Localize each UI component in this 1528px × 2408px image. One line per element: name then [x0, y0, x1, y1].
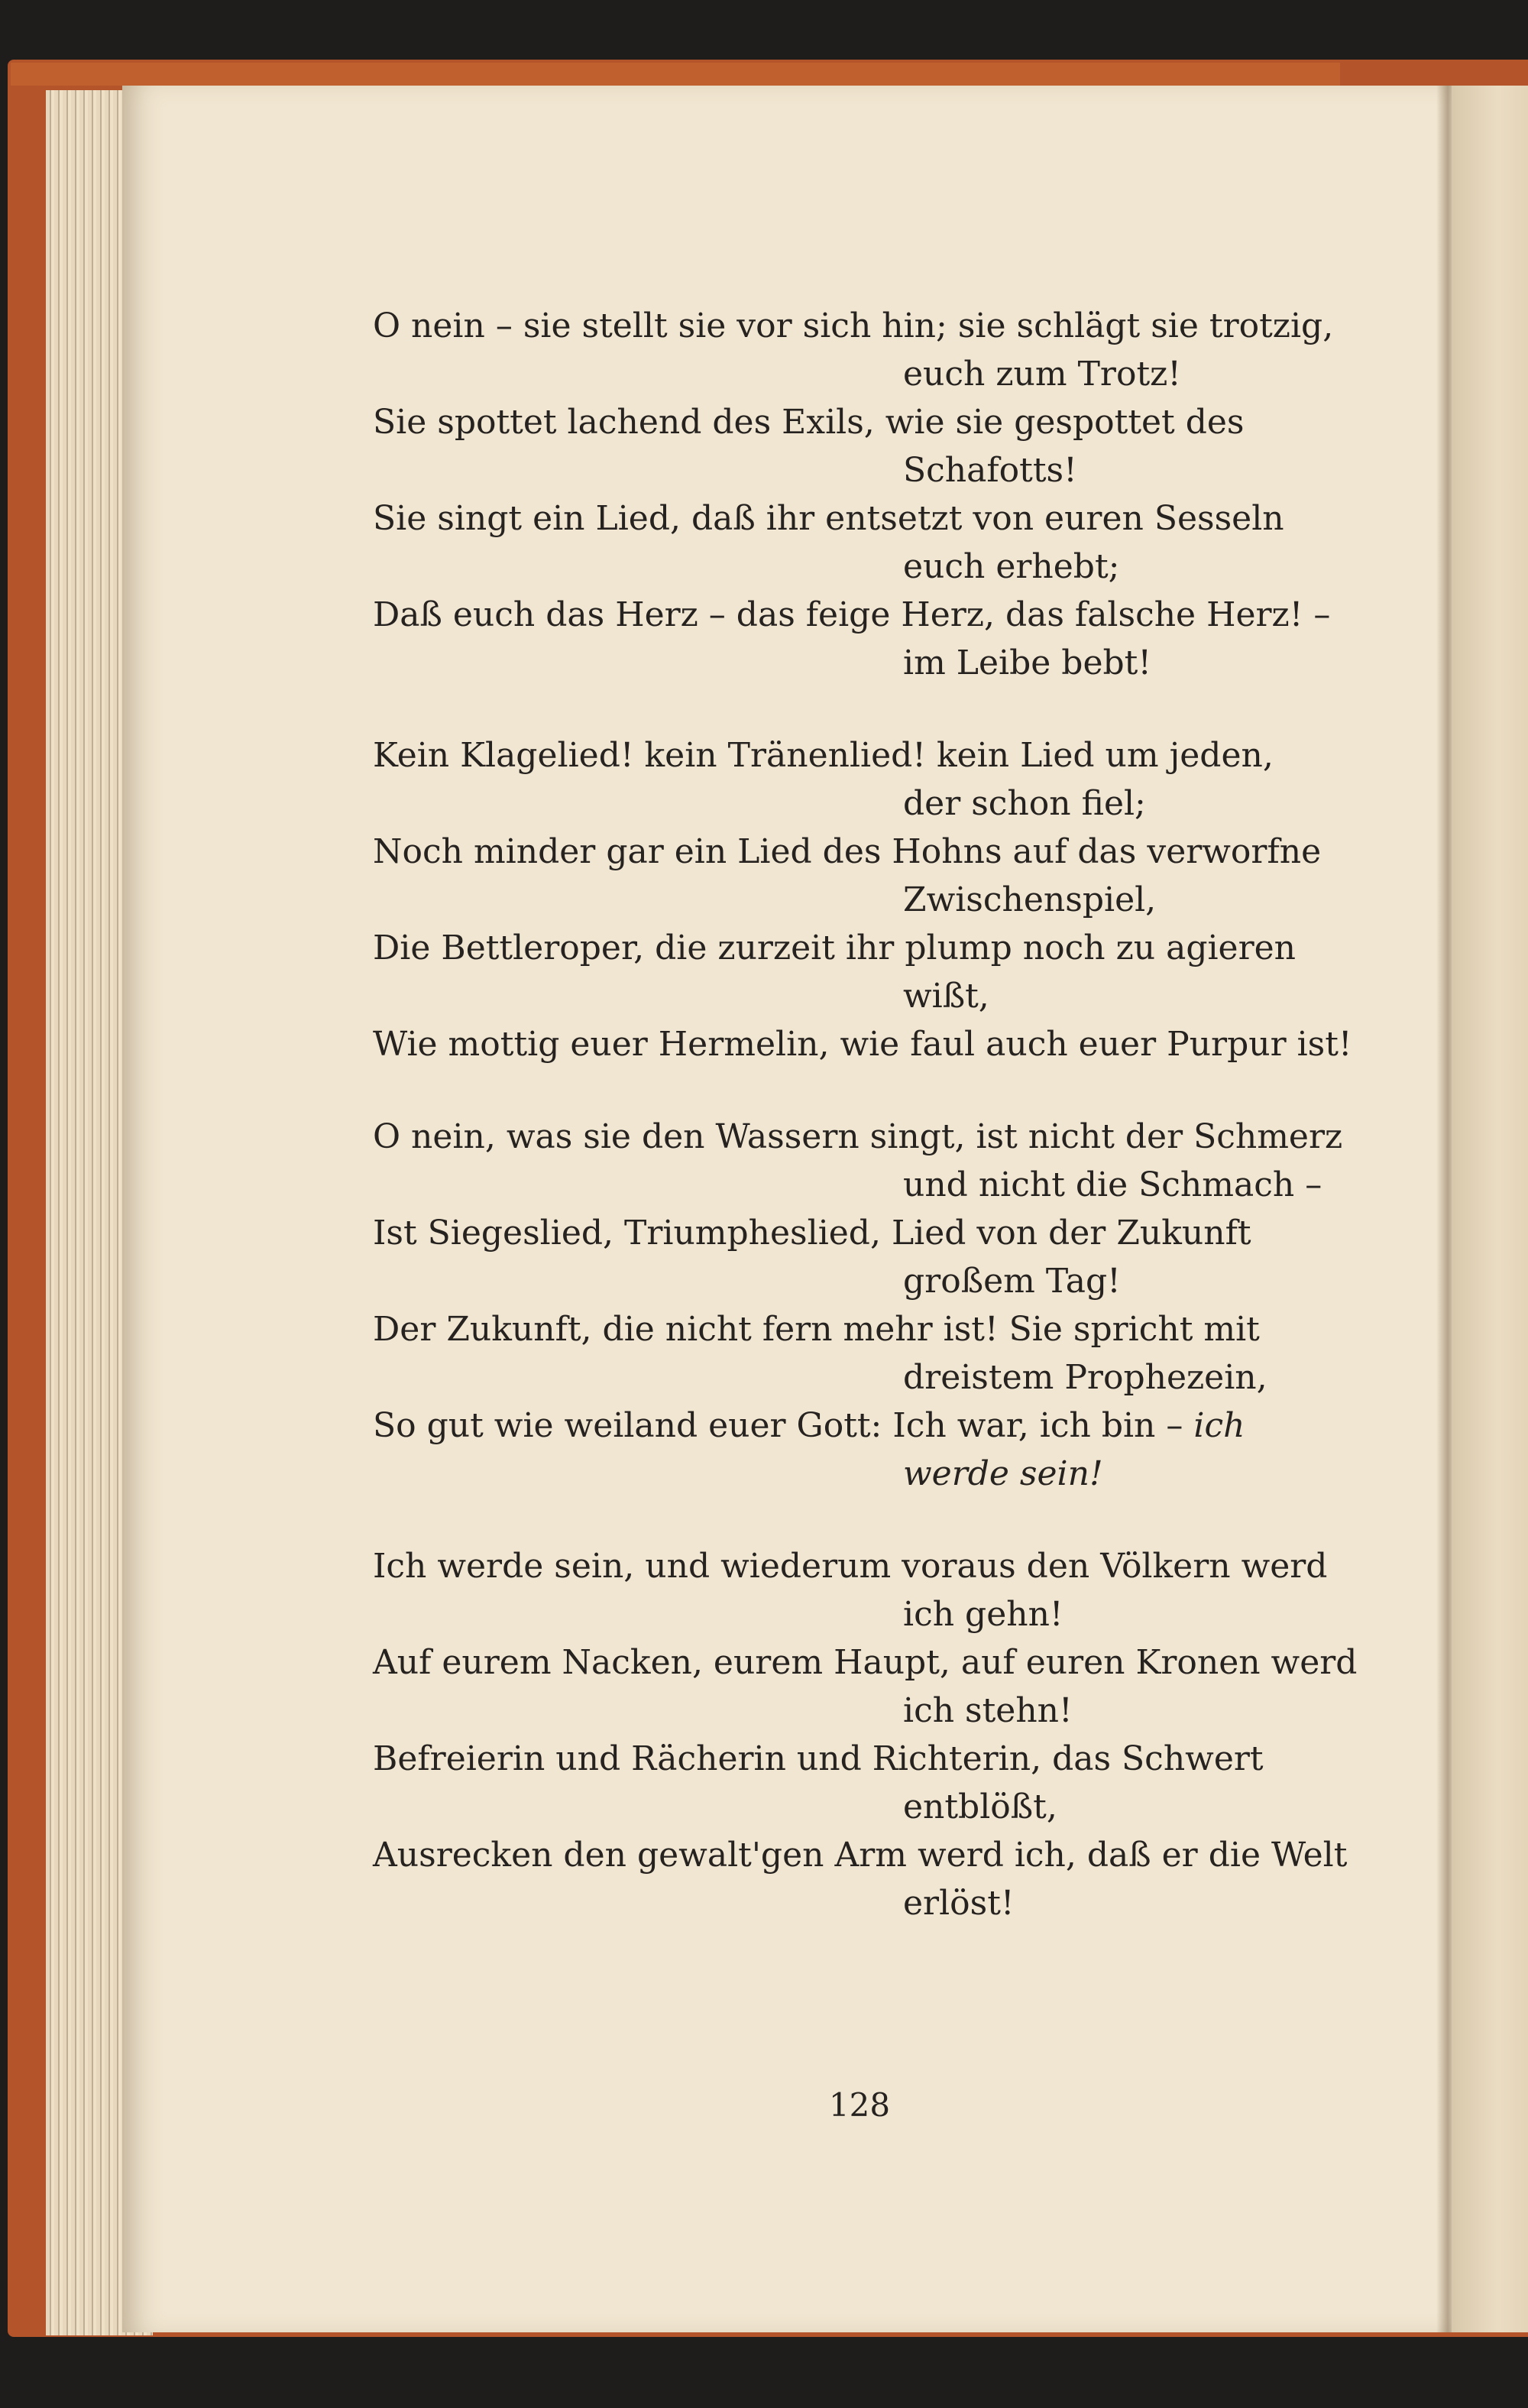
line-continuation: erlöst! [903, 1884, 1015, 1923]
line-text: Wie mottig euer Hermelin, wie faul auch euer Purpur ist! [373, 1025, 1352, 1064]
stanza [373, 302, 1335, 687]
poem-line [373, 1113, 1343, 1209]
line-text: Kein Klagelied! kein Tränenlied! kein Lied um jeden, [373, 736, 1274, 775]
poem-line [373, 1542, 1335, 1638]
poem-line [373, 731, 1335, 828]
stanza [373, 1542, 1358, 1927]
poem-line [373, 1735, 1335, 1831]
line-text: O nein, was sie den Wassern singt, ist nicht der Schmerz [373, 1117, 1343, 1156]
line-continuation: der schon fiel; [903, 784, 1146, 823]
poem-line [373, 924, 1335, 1020]
line-text: Noch minder gar ein Lied des Hohns auf das verworfne [373, 832, 1322, 871]
line-continuation: Zwischenspiel, [903, 880, 1157, 919]
poem-line [373, 828, 1335, 924]
line-text: Sie singt ein Lied, daß ihr entsetzt von euren Sesseln [373, 499, 1284, 538]
line-text: Sie spottet lachend des Exils, wie sie gespottet des [373, 403, 1245, 442]
line-text: Ausrecken den gewalt'gen Arm werd ich, daß er die Welt [373, 1836, 1348, 1875]
line-text: Ich werde sein, und wiederum voraus den Völkern werd [373, 1547, 1328, 1586]
poem-line [373, 302, 1335, 398]
line-text: Der Zukunft, die nicht fern mehr ist! Sie spricht mit [373, 1310, 1260, 1349]
stanza [373, 1113, 1343, 1498]
book-cover-top-edge [11, 63, 1340, 86]
line-continuation [373, 1450, 1335, 1498]
line-continuation: und nicht die Schmach – [903, 1165, 1322, 1204]
poem-line [373, 1402, 1335, 1498]
line-text: O nein – sie stellt sie vor sich hin; sie schlägt sie trotzig, [373, 306, 1334, 345]
line-continuation-italic: werde sein! [903, 1454, 1103, 1493]
line-text-italic: ich [1193, 1406, 1245, 1445]
line-continuation: entblößt, [903, 1787, 1057, 1826]
line-text: Befreierin und Rächerin und Richterin, das Schwert [373, 1739, 1264, 1778]
line-continuation: großem Tag! [903, 1262, 1121, 1301]
poem-line [373, 1020, 1352, 1068]
poem-line [373, 1209, 1335, 1305]
stanza [373, 731, 1352, 1068]
line-text: Auf eurem Nacken, eurem Haupt, auf euren Kronen werd [373, 1643, 1358, 1682]
line-continuation: euch zum Trotz! [903, 355, 1181, 394]
poem-line [373, 1831, 1348, 1927]
line-continuation: ich stehn! [903, 1691, 1073, 1730]
line-continuation: ich gehn! [903, 1595, 1063, 1634]
page-number: 128 [828, 2086, 891, 2124]
line-continuation: wißt, [903, 977, 989, 1016]
poem-line [373, 591, 1335, 687]
line-continuation: Schafotts! [903, 451, 1077, 490]
facing-page-edge [1452, 86, 1528, 2332]
line-text-roman: So gut wie weiland euer Gott: Ich war, ich bin – [373, 1406, 1183, 1445]
line-text: Die Bettleroper, die zurzeit ihr plump noch zu agieren [373, 929, 1297, 967]
poem-line [373, 398, 1335, 494]
poem-line [373, 1305, 1335, 1402]
poem-line [373, 1638, 1358, 1735]
line-continuation: im Leibe bebt! [903, 643, 1152, 682]
poem-line [373, 494, 1335, 591]
line-text: Daß euch das Herz – das feige Herz, das falsche Herz! – [373, 595, 1331, 634]
line-continuation: dreistem Prophezein, [903, 1358, 1267, 1397]
line-continuation: euch erhebt; [903, 547, 1120, 586]
poem-text [373, 302, 1358, 1945]
line-text [373, 1402, 1335, 1450]
line-text: Ist Siegeslied, Triumpheslied, Lied von der Zukunft [373, 1214, 1251, 1253]
